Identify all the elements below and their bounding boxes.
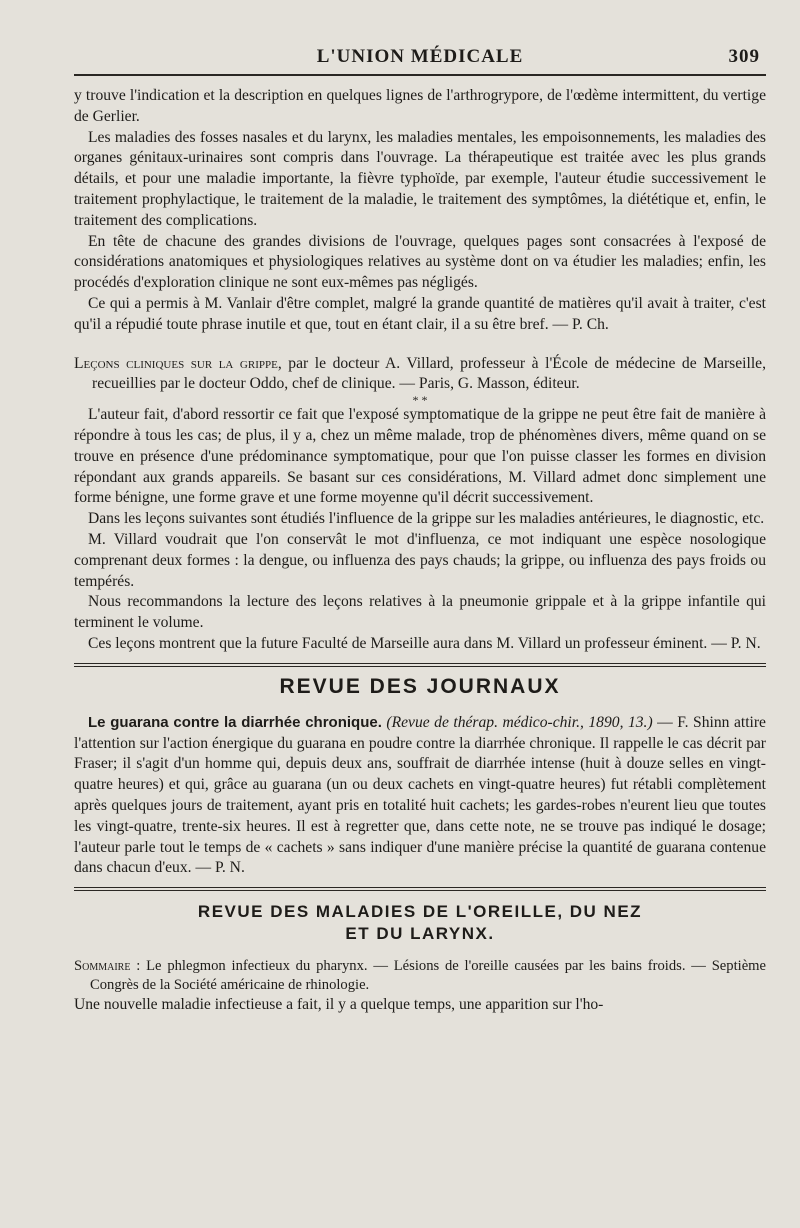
- separator-asterisks: * *: [412, 393, 428, 408]
- review-vanlair-para-2: Les maladies des fosses nasales et du larynx, les maladies mentales, les empoisonnements, les maladies des organes génitaux-urinaires sont compris dans l'ouvrage. La thérapeutique est traitée avec les plus grands détails, et pour une maladie importante, la fièvre typhoïde, par exemple, l'auteur étudie successivement le traitement prophylactique, le traitement de la maladie, le traitement des symptômes, la diététique et, enfin, le traitement des complications.: [74, 128, 766, 229]
- sommaire-label: Sommaire :: [74, 958, 141, 975]
- review-vanlair-para-4: Ce qui a permis à M. Vanlair d'être complet, malgré la grande quantité de matières qu'il avait à traiter, c'est qu'il a répudié toute phrase inutile et que, tout en étant clair, il a su être bref. — P. Ch.: [74, 294, 766, 333]
- section-oreille-body: [74, 957, 766, 1016]
- review-villard-title: [74, 354, 766, 396]
- article-guarana-para: [74, 713, 766, 879]
- review-villard-para-4: Nous recommandons la lecture des leçons relatives à la pneumonie grippale et à la grippe infantile qui terminent le volume.: [74, 593, 766, 632]
- page-number: 309: [728, 46, 760, 67]
- header-rule: [74, 74, 766, 76]
- sommaire: [74, 957, 767, 995]
- book-title: Leçons cliniques sur la grippe,: [74, 354, 282, 372]
- review-villard: [74, 354, 766, 655]
- sommaire-text: Le phlegmon infectieux du pharynx. — Lésions de l'oreille causées par les bains froids. — Septième Congrès de la Société américaine de rhinologie.: [90, 958, 767, 994]
- article-body: — F. Shinn attire l'attention sur l'action énergique du guarana en poudre contre la diarrhée chronique. Il rappelle le cas décrit par Fraser; il s'agit d'un homme qui, depuis deux ans, souffrait de diarrhée intense (huit à douze selles en vingt-quatre heures) et qui, grâce au guarana (un ou deux cachets en vingt-quatre heures) fut rétabli complètement après quelques jours de traitement, ayant pris en totalité huit cachets; les gardes-robes n'eurent lieu que toutes les vingt-quatre, trente-six heures. Il est à regretter que, dans cette note, ne se trouve pas indiqué le dosage; l'auteur parle tout le temps de « cachets » sans indiquer d'une manière précise la quantité de guarana contenue dans chacun d'eux. — P. N.: [74, 713, 766, 877]
- review-villard-para-3: M. Villard voudrait que l'on conservât le mot d'influenza, ce mot indiquant une espèce nosologique comprenant deux formes : la dengue, ou influenza des pays chauds; la grippe, ou influenza des pays froids ou tempérés.: [74, 530, 766, 590]
- section-divider-2: [74, 887, 766, 891]
- review-villard-para-2: Dans les leçons suivantes sont étudiés l'influence de la grippe sur les maladies antérieures, le diagnostic, etc.: [88, 510, 765, 528]
- review-villard-para-1: L'auteur fait, d'abord ressortir ce fait que l'exposé symptomatique de la grippe ne peut être fait de manière à répondre à tous les cas; de plus, il y a, chez un même malade, trop de phénomènes divers, même quand on se trouve en présence d'une prédominance symptomatique, pour que l'on puisse classer les formes en division répondant aux grands appareils. Se basant sur ces considérations, M. Villard admet donc simplement une forme bénigne, une forme grave et une forme moyenne qu'il décrit successivement.: [74, 406, 766, 507]
- page-header: [74, 40, 766, 70]
- section-heading-oreille: [74, 901, 766, 945]
- review-vanlair-para-1: y trouve l'indication et la description en quelques lignes de l'arthrogrypore, de l'œdème intermittent, du vertige de Gerlier.: [74, 87, 766, 125]
- section-oreille-opening: Une nouvelle maladie infectieuse a fait, il y a quelque temps, une apparition sur l'ho-: [74, 996, 604, 1014]
- book-details: par le docteur A. Villard, professeur à l'École de médecine de Marseille, recueillies par le docteur Oddo, chef de clinique. — Paris, G. Masson, éditeur.: [92, 354, 766, 393]
- section-divider-1: [74, 663, 766, 667]
- article-guarana: [74, 713, 766, 879]
- review-villard-para-5: Ces leçons montrent que la future Faculté de Marseille aura dans M. Villard un professeur éminent. — P. N.: [88, 634, 761, 652]
- section-heading-oreille-line-1: REVUE DES MALADIES DE L'OREILLE, DU NEZ: [197, 902, 643, 922]
- article-title: Le guarana contre la diarrhée chronique.: [88, 713, 382, 731]
- review-vanlair-para-3: En tête de chacune des grandes divisions de l'ouvrage, quelques pages sont consacrées à l'exposé de considérations anatomiques et physiologiques relatives au système dont on va étudier les maladies; enfin, les procédés d'exploration clinique ne sont eux-mêmes pas négligés.: [74, 232, 766, 292]
- section-heading-oreille-line-2: ET DU LARYNX.: [345, 924, 495, 944]
- running-title: L'UNION MÉDICALE: [316, 46, 524, 67]
- section-heading-journaux: REVUE DES JOURNAUX: [279, 674, 561, 698]
- review-vanlair: [74, 86, 766, 336]
- article-citation: (Revue de thérap. médico-chir., 1890, 13.): [386, 713, 653, 731]
